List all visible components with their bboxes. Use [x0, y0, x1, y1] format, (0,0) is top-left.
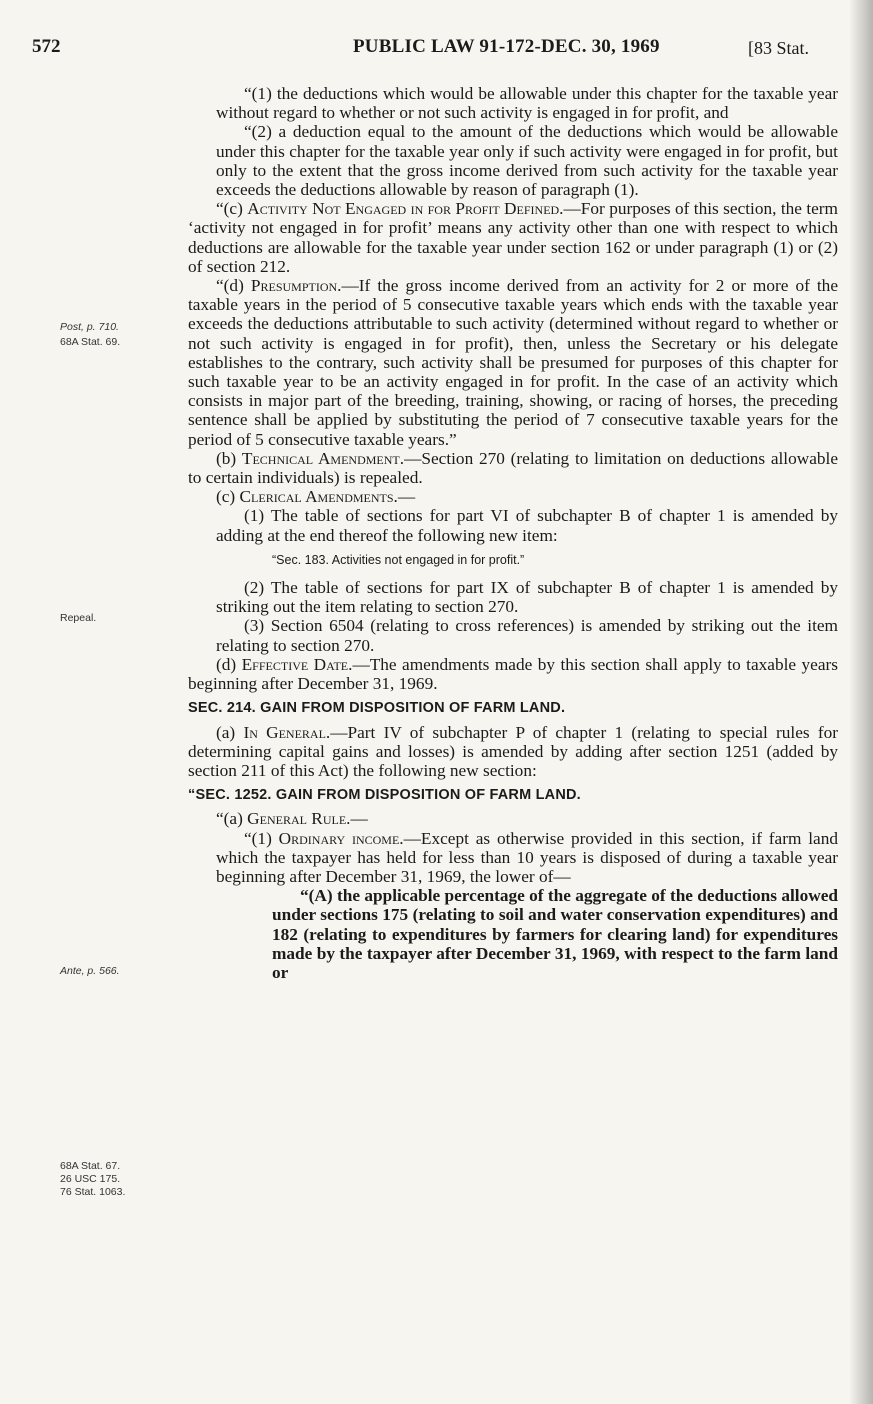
subsection-c-prefix: “(c) [216, 199, 248, 219]
section-b-prefix: (b) [216, 448, 242, 468]
margin-note-stat-67: 68A Stat. 67. [60, 1160, 121, 1172]
section-d-effective [188, 655, 838, 693]
section-d-heading: Effective Date. [241, 654, 353, 674]
general-rule-prefix: “(a) [216, 809, 248, 829]
section-b-text: —Section 270 (relating to limitation on deductions allowable to certain individuals) is repealed. [188, 448, 838, 488]
section-c-heading: Clerical Amendments. [239, 487, 398, 507]
margin-note-stat-69: 68A Stat. 69. [60, 336, 121, 348]
clerical-item-1: (1) The table of sections for part VI of subchapter B of chapter 1 is amended by adding at the end thereof the following new item: [216, 506, 838, 545]
quoted-table-item: “Sec. 183. Activities not engaged in for profit.” [272, 552, 525, 567]
ordinary-income-prefix: “(1) [244, 828, 279, 848]
margin-note-post: Post, p. 710. [60, 321, 119, 333]
section-b [188, 449, 838, 487]
page-header [0, 36, 873, 66]
margin-note-usc: 26 USC 175. [60, 1173, 121, 1185]
section-d-text: —The amendments made by this section shall apply to taxable years beginning after December 31, 1969. [188, 654, 838, 694]
ordinary-income [188, 829, 838, 887]
general-rule [188, 809, 838, 828]
page-number: 572 [32, 36, 61, 57]
section-214-a [188, 723, 838, 781]
section-214-a-prefix: (a) [216, 722, 244, 742]
clerical-item-2: (2) The table of sections for part IX of subchapter B of chapter 1 is amended by striking out the item relating to section 270. [216, 578, 838, 617]
subsection-c-text: —For purposes of this section, the term ‘activity not engaged in for profit’ means any activity other than one with respect to which deductions are allowable for the taxable year under section 162 or under paragraph (1) or (2) of section 212. [188, 199, 839, 276]
section-d-prefix: (d) [216, 654, 242, 674]
body-text [188, 84, 838, 982]
scan-edge-shadow [849, 0, 873, 1404]
statute-reference: [83 Stat. [748, 38, 809, 58]
subsection-d-heading: Presumption. [250, 276, 342, 296]
margin-note-stat-1063: 76 Stat. 1063. [60, 1186, 126, 1198]
section-c-clerical [188, 487, 838, 506]
general-rule-heading: General Rule. [247, 809, 351, 829]
section-214-a-text: —Part IV of subchapter P of chapter 1 (relating to special rules for determining capital gains and losses) is amended by adding after section 1251 (added by section 211 of this Act) the following new section: [188, 722, 838, 780]
clerical-item-3: (3) Section 6504 (relating to cross references) is amended by striking out the item relating to section 270. [216, 616, 838, 655]
paragraph-2: “(2) a deduction equal to the amount of the deductions which would be allowable under this chapter for the taxable year only if such activity were engaged in for profit, but only to the extent that the gross income derived from such activity for the taxable year exceeds the deductions allowable by reason of paragraph (1). [216, 122, 838, 200]
subsection-c-heading: Activity Not Engaged in for Profit Defined. [247, 199, 564, 219]
general-rule-text: — [350, 809, 368, 829]
subsection-d-prefix: “(d) [216, 276, 251, 296]
section-c-text: — [397, 487, 416, 507]
margin-note-ante: Ante, p. 566. [60, 965, 120, 977]
section-1252-heading: “SEC. 1252. GAIN FROM DISPOSITION OF FARM LAND. [188, 787, 581, 804]
clause-a: “(A) the applicable percentage of the aggregate of the deductions allowed under sections 175 (relating to soil and water conservation expenditures) and 182 (relating to expenditures by farmers for clearing land) for expenditures made by the taxpayer after December 31, 1969, with respect to the farm land or [272, 886, 838, 982]
subsection-c [188, 199, 838, 276]
section-b-heading: Technical Amendment. [241, 448, 405, 468]
margin-note-repeal: Repeal. [60, 612, 97, 624]
subsection-d [188, 276, 838, 449]
subsection-d-text: —If the gross income derived from an activity for 2 or more of the taxable years in the period of 5 consecutive taxable years which ends with the taxable year exceeds the deductions attributable to such activity (determined without regard to whether or not such activity is engaged in for profit), then, unless the Secretary or his delegate establishes to the contrary, such activity shall be presumed for purposes of this chapter for such taxable year to be an activity engaged in for profit. In the case of an activity which consists in major part of the breeding, training, showing, or racing of horses, the preceding sentence shall be applied by substituting the period of 7 consecutive taxable years for the period of 5 consecutive taxable years.” [188, 276, 838, 449]
section-214-a-heading: In General. [243, 722, 331, 742]
paragraph-1: “(1) the deductions which would be allowable under this chapter for the taxable year without regard to whether or not such activity is engaged in for profit, and [216, 84, 838, 123]
section-c-prefix: (c) [216, 487, 240, 507]
ordinary-income-heading: Ordinary income. [278, 828, 404, 848]
running-head: PUBLIC LAW 91-172-DEC. 30, 1969 [353, 36, 660, 57]
ordinary-income-text: —Except as otherwise provided in this section, if farm land which the taxpayer has held for less than 10 years is disposed of during a taxable year beginning after December 31, 1969, the lower of— [216, 828, 838, 886]
section-214-heading: SEC. 214. GAIN FROM DISPOSITION OF FARM LAND. [188, 700, 566, 717]
